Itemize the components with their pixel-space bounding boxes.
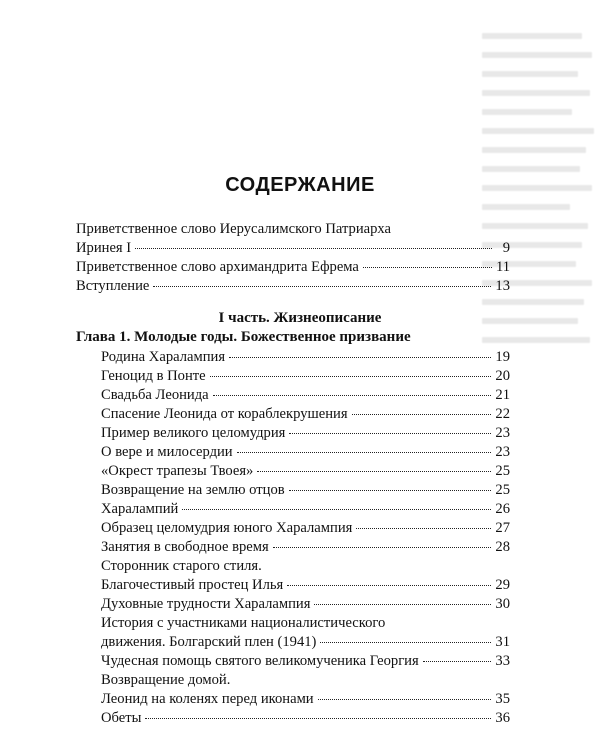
toc-entry-line: Возвращение домой.: [101, 672, 231, 688]
dot-leader: [257, 471, 491, 472]
toc-entry-text: О вере и милосердии: [101, 444, 233, 460]
toc-entry-text: Обеты: [101, 710, 142, 726]
toc-entry-text: «Окрест трапезы Твоея»: [101, 463, 254, 479]
toc-page-number: 27: [495, 520, 510, 536]
dot-leader: [289, 433, 491, 434]
toc-entry: [101, 424, 510, 442]
toc-entry-text: Благочестивый простец Илья: [101, 577, 284, 593]
dot-leader: [153, 286, 491, 287]
toc-entry: [101, 652, 510, 670]
toc-page-number: 20: [495, 368, 510, 384]
toc-page-number: 19: [495, 349, 510, 365]
dot-leader: [145, 718, 491, 719]
toc-entry-text: Приветственное слово архимандрита Ефрема: [76, 259, 359, 275]
toc-entry-text: Иринея I: [76, 240, 132, 256]
toc-entry-text: Спасение Леонида от кораблекрушения: [101, 406, 348, 422]
toc-entry: [76, 277, 510, 295]
toc-page-number: 25: [495, 463, 510, 479]
toc-page-number: 13: [495, 278, 510, 294]
toc-entry-text: Пример великого целомудрия: [101, 425, 286, 441]
toc-entry: [101, 367, 510, 385]
part-heading: I часть. Жизнеописание: [218, 310, 382, 326]
page-title: СОДЕРЖАНИЕ: [225, 174, 375, 196]
toc-entry-text: Духовные трудности Харалампия: [101, 596, 311, 612]
toc-entry: [101, 538, 510, 556]
toc-entry: [101, 348, 510, 366]
toc-entry: [76, 239, 510, 257]
toc-entry: [101, 405, 510, 423]
toc-entry-line: Сторонник старого стиля.: [101, 558, 262, 574]
toc-entry: [101, 519, 510, 537]
toc-page-number: 31: [495, 634, 510, 650]
toc-entry: [101, 690, 510, 708]
toc-entry-text: движения. Болгарский плен (1941): [101, 634, 317, 650]
toc-entry-text: Геноцид в Понте: [101, 368, 206, 384]
toc-entry-text: Вступление: [76, 278, 150, 294]
toc-page-number: 11: [495, 259, 510, 275]
toc-page-number: 9: [502, 240, 510, 256]
toc-entry: [76, 258, 510, 276]
toc-page-number: 33: [495, 653, 510, 669]
toc-entry: [101, 481, 510, 499]
dot-leader: [363, 267, 492, 268]
toc-entry: [101, 462, 510, 480]
toc-entry-line: История с участниками националистического: [101, 615, 386, 631]
toc-entry: [101, 633, 510, 651]
dot-leader: [273, 547, 492, 548]
dot-leader: [213, 395, 492, 396]
toc-entry: [101, 709, 510, 727]
toc-entry-text: Харалампий: [101, 501, 179, 517]
toc-page-number: 36: [495, 710, 510, 726]
dot-leader: [352, 414, 492, 415]
toc-page-number: 23: [495, 425, 510, 441]
dot-leader: [287, 585, 491, 586]
chapter-heading: Глава 1. Молодые годы. Божественное призвание: [76, 329, 411, 345]
toc-page-number: 25: [495, 482, 510, 498]
dot-leader: [210, 376, 492, 377]
dot-leader: [318, 699, 492, 700]
toc-page-number: 28: [495, 539, 510, 555]
toc-entry: [101, 595, 510, 613]
toc-page-number: 21: [495, 387, 510, 403]
toc-page-number: 29: [495, 577, 510, 593]
toc-page-number: 22: [495, 406, 510, 422]
dot-leader: [289, 490, 492, 491]
toc-entry: [101, 500, 510, 518]
toc-entry-text: Леонид на коленях перед иконами: [101, 691, 314, 707]
toc-page-number: 23: [495, 444, 510, 460]
dot-leader: [229, 357, 491, 358]
toc-entry-text: Родина Харалампия: [101, 349, 226, 365]
dot-leader: [320, 642, 491, 643]
dot-leader: [182, 509, 491, 510]
toc-entry-line: Приветственное слово Иерусалимского Патриарха: [76, 221, 391, 237]
dot-leader: [356, 528, 491, 529]
dot-leader: [237, 452, 492, 453]
toc-entry: [101, 443, 510, 461]
toc-page-number: 30: [495, 596, 510, 612]
toc-entry-text: Занятия в свободное время: [101, 539, 269, 555]
toc-entry-text: Образец целомудрия юного Харалампия: [101, 520, 353, 536]
dot-leader: [135, 248, 492, 249]
toc-entry: [101, 576, 510, 594]
toc-page-number: 26: [495, 501, 510, 517]
toc-entry-text: Чудесная помощь святого великомученика Георгия: [101, 653, 419, 669]
toc-entry-text: Возвращение на землю отцов: [101, 482, 285, 498]
toc-entry-text: Свадьба Леонида: [101, 387, 209, 403]
dot-leader: [314, 604, 491, 605]
toc-entry: [101, 386, 510, 404]
toc-page-number: 35: [495, 691, 510, 707]
dot-leader: [423, 661, 492, 662]
